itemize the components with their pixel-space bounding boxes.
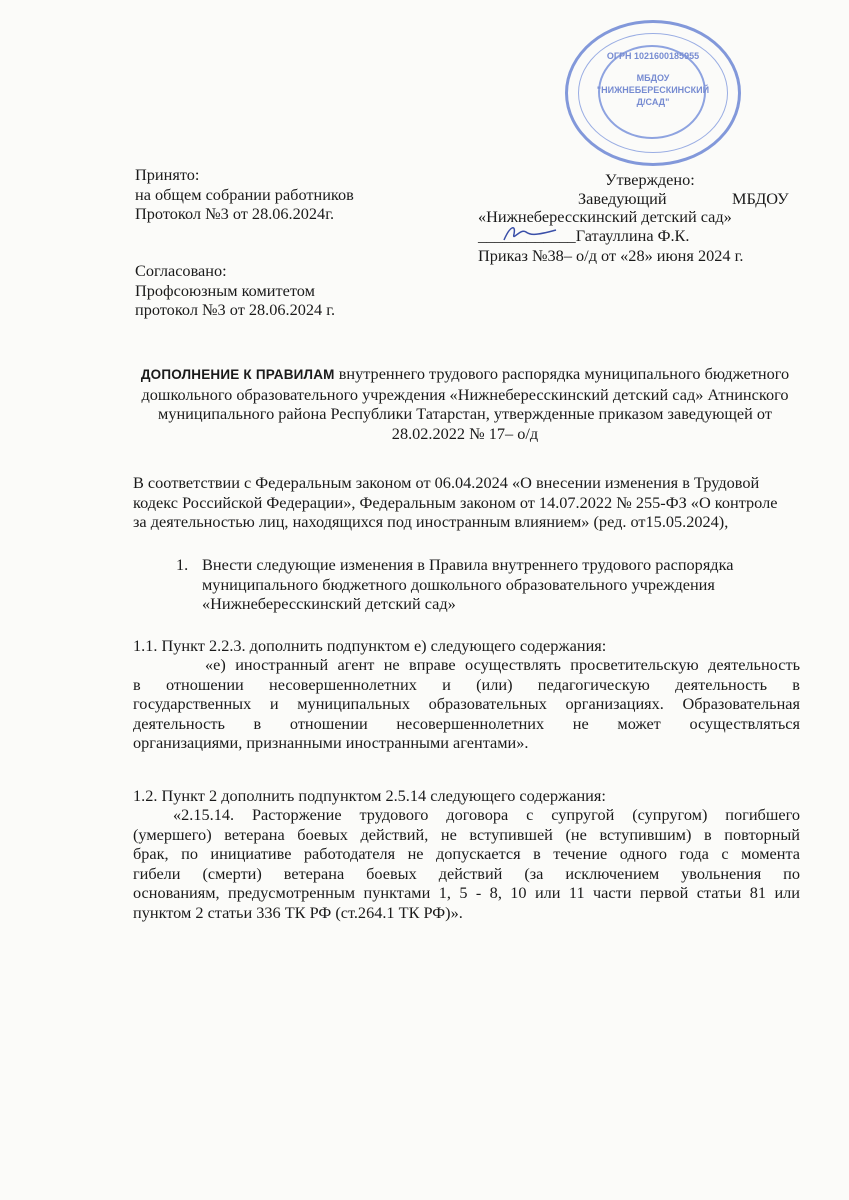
accepted-protocol: Протокол №3 от 28.06.2024г. (135, 204, 335, 223)
item-1-2-line: «2.15.14. Расторжение трудового договора с супругой (супругом) погибшего (173, 805, 800, 824)
approved-label: Утверждено: (605, 170, 695, 189)
item-1-1-line: в отношении несовершеннолетних и (или) педагогическую деятельность в (133, 674, 800, 694)
item-1-2-body (133, 805, 800, 922)
item-1-line: Внести следующие изменения в Правила внутреннего трудового распорядка (202, 555, 734, 574)
position-left: Заведующий (578, 189, 667, 208)
item-1-1-heading: 1.1. Пункт 2.2.3. дополнить подпунктом е) следующего содержания: (133, 636, 607, 655)
signature (500, 222, 560, 244)
document-title (120, 364, 810, 443)
title-line-2: дошкольного образовательного учреждения «Нижнебересскинский детский сад» Атнинского (141, 384, 789, 404)
agreed-label: Согласовано: (135, 261, 227, 280)
item-1-1-line: организациями, признанными иностранными агентами». (133, 733, 529, 752)
title-line-4: 28.02.2022 № 17– о/д (391, 423, 539, 443)
agreed-body: Профсоюзным комитетом (135, 280, 315, 300)
item-1-1-body (133, 655, 800, 753)
stamp-center-3: Д/САД" (636, 97, 670, 107)
signature-line: ____________Гатауллина Ф.К. (478, 226, 690, 245)
stamp-center-1: МБДОУ (636, 73, 670, 83)
accepted-block (135, 165, 354, 224)
item-1-2-line: пунктом 2 статьи 336 ТК РФ (ст.264.1 ТК РФ)». (133, 902, 463, 922)
agreed-block (135, 261, 335, 320)
order-line: Приказ №38– о/д от «28» июня 2024 г. (478, 246, 744, 265)
organization-stamp (565, 20, 741, 166)
title-line-1: внутреннего трудового распорядка муниципального бюджетного (334, 364, 790, 383)
preamble-line: кодекс Российской Федерации», Федеральным законом от 14.07.2022 № 255-ФЗ «О контроле (133, 492, 778, 512)
item-1-2-line: гибели (смерти) ветерана боевых действий (за исключением увольнения по (133, 863, 800, 883)
position-right: МБДОУ (732, 189, 789, 208)
item-1-number: 1. (176, 555, 189, 574)
item-1-2-line: (умершего) ветерана боевых действий, не вступившей (не вступившим) в повторный (133, 824, 800, 844)
item-1-2-heading: 1.2. Пункт 2 дополнить подпунктом 2.5.14 следующего содержания: (133, 786, 606, 805)
item-1-1-line: деятельность в отношении несовершеннолетних не может осуществляться (133, 713, 800, 733)
stamp-center-2: "НИЖНЕБЕРЕСКИНСКИЙ (596, 85, 710, 95)
stamp-ogrn: ОГРН 1021600185955 (606, 51, 700, 61)
title-line-3: муниципального района Республики Татарстан, утвержденные приказом заведующей от (158, 404, 772, 423)
item-1-2-line: брак, по инициативе работодателя не допускается в течение одного года с момента (133, 844, 800, 863)
item-1 (202, 555, 734, 614)
preamble (133, 473, 777, 532)
accepted-body: на общем собрании работников (135, 184, 354, 204)
item-1-line: «Нижнебересскинский детский сад» (202, 594, 456, 613)
item-1-1-line: «е) иностранный агент не вправе осуществлять просветительскую деятельность (205, 655, 800, 674)
preamble-line: В соответствии с Федеральным законом от 06.04.2024 «О внесении изменения в Трудовой (133, 473, 760, 492)
organization-name: «Нижнебересскинский детский сад» (478, 207, 732, 226)
agreed-protocol: протокол №3 от 28.06.2024 г. (135, 300, 336, 319)
item-1-2-line: основаниям, предусмотренным пунктами 1, 5 - 8, 10 или 11 части первой статьи 81 или (133, 883, 800, 902)
accepted-label: Принято: (135, 165, 200, 184)
title-caps: ДОПОЛНЕНИЕ К ПРАВИЛАМ (140, 367, 335, 382)
preamble-line: за деятельностью лиц, находящихся под иностранным влиянием» (ред. от15.05.2024), (133, 512, 729, 531)
item-1-line: муниципального бюджетного дошкольного образовательного учреждения (202, 574, 715, 594)
item-1-1-line: государственных и муниципальных образовательных организациях. Образовательная (133, 694, 800, 713)
